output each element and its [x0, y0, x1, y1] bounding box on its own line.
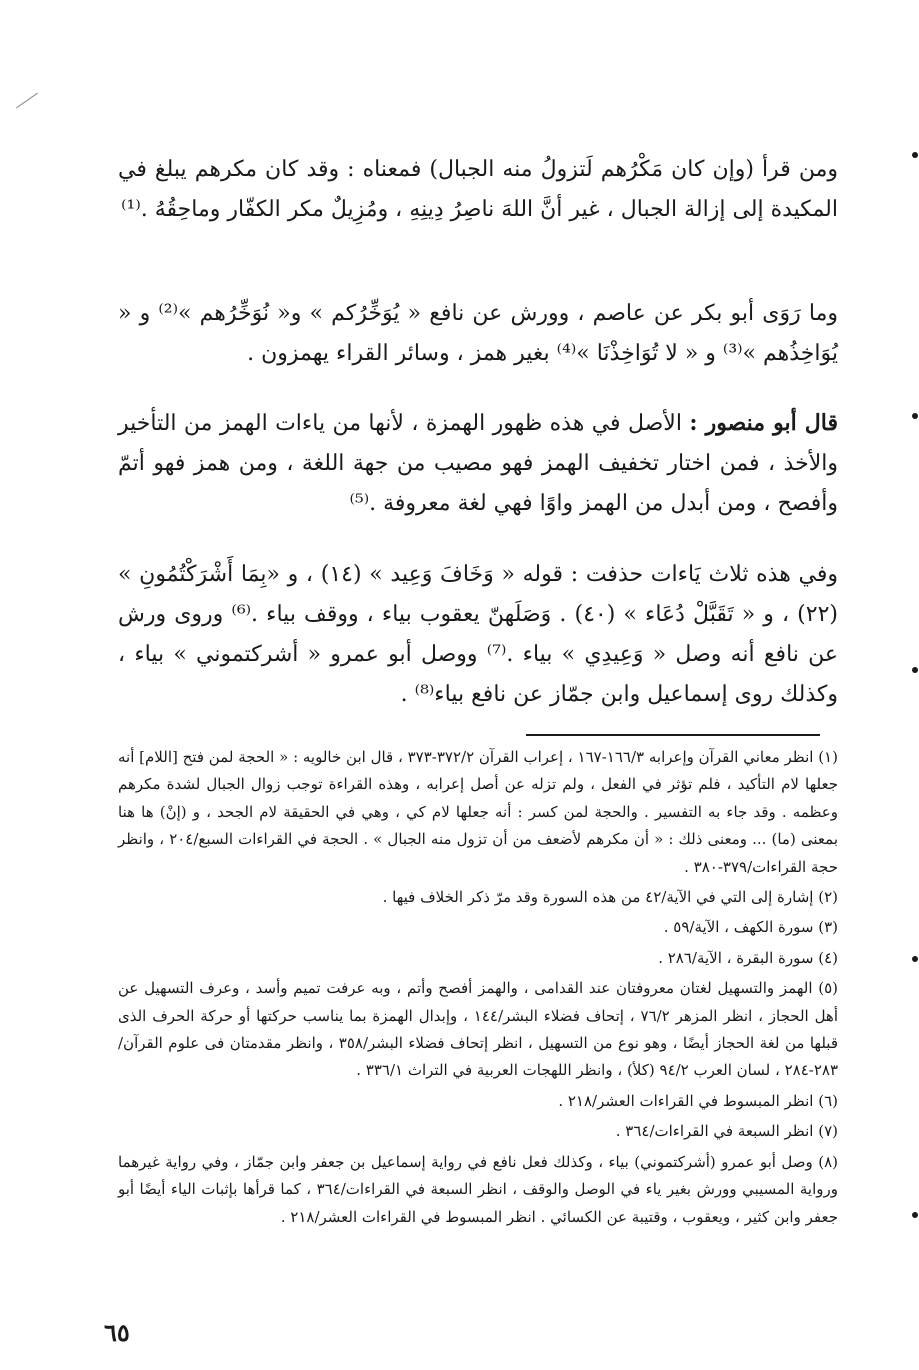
binding-dot	[912, 413, 918, 419]
footnote-3: (٣) سورة الكهف ، الآية/٥٩ .	[663, 918, 838, 937]
footnotes	[118, 744, 838, 1234]
main-paragraph-2: وما رَوَى أبو بكر عن عاصم ، وورش عن نافع « يُوَخِّرُكم » و« نُوَخِّرُهم »⁽²⁾ و « يُوَاخِذُهم »⁽³⁾ و « لا تُوَاخِذْنَا »⁽⁴⁾ بغير همز ، وسائر القراء يهمزون .	[118, 301, 838, 366]
main-paragraph-3-text: الأصل في هذه ظهور الهمزة ، لأنها من ياءات الهمز من التأخير والأخذ ، فمن اختار تخفيف الهمز فهو مصيب من جهة اللغة ، ومن همز فهو أتمّ وأفصح ، ومن أبدل من الهمز واوًا فهي لغة معروفة .⁽⁵⁾	[118, 411, 838, 516]
binding-dot	[912, 667, 918, 673]
binding-dot	[912, 1212, 918, 1218]
page-number: ٦٥	[104, 1318, 130, 1347]
footnote-4: (٤) سورة البقرة ، الآية/٢٨٦ .	[658, 948, 838, 967]
footnote-separator	[526, 734, 820, 736]
margin-mark	[16, 93, 38, 109]
main-paragraph-4: وفي هذه ثلاث يَاءات حذفت : قوله « وَخَافَ وَعِيد » (١٤) ، و «بِمَا أَشْرَكْتُمُونِ » (٢٢) ، و « تَقَبَّلْ دُعَاء » (٤٠) . وَصَلَهنّ يعقوب بياء ، ووقف بياء .⁽⁶⁾ وروى ورش عن نافع أنه وصل « وَعِيدِي » بياء .⁽⁷⁾ ووصل أبو عمرو « أشركتموني » بياء ، وكذلك روى إسماعيل وابن جمّاز عن نافع بياء⁽⁸⁾ .	[118, 562, 839, 707]
footnote-7: (٧) انظر السبعة في القراءات/٣٦٤ .	[615, 1122, 838, 1141]
footnote-6: (٦) انظر المبسوط في القراءات العشر/٢١٨ .	[558, 1091, 838, 1110]
speaker-label: قال أبو منصور :	[689, 410, 838, 436]
footnote-8: (٨) وصل أبو عمرو (أشركتموني) بياء ، وكذلك فعل نافع في رواية إسماعيل بن جعفر وابن جمّاز ، وفي رواية غيرهما ورواية المسيبي وورش بغير ياء في الوصل والوقف ، انظر السبعة في القراءات/٣٦٤ ، كما قرأها بإثبات الياء أيضًا أبو جعفر وابن كثير ، ويعقوب ، وقتيبة عن الكسائي . انظر المبسوط في القراءات العشر/٢١٨ .	[118, 1152, 838, 1226]
footnote-1: (١) انظر معاني القرآن وإعرابه ١٦٦/٣-١٦٧ ، إعراب القرآن ٣٧٢/٢-٣٧٣ ، قال ابن خالويه : « الحجة لمن فتح [اللام] أنه جعلها لام التأكيد ، فلم تؤثر في الفعل ، ولم تزله عن أصل إعرابه ، وهذه القراءة توجب زوال الجبال لشدة مكرهم وعظمه . وقد جاء به التفسير . والحجة لمن كسر : أنه جعلها لام كي ، وهي في الحقيقة لام الجحد ، و (إنْ) ها هنا بمعنى (ما) ... ومعنى ذلك : « أن مكرهم لأضعف من أن تزول منه الجبال » . الحجة في القراءات السبع/٢٠٤ ، وانظر حجة القراءات/٣٧٩-٣٨٠ .	[118, 748, 838, 876]
binding-dot	[912, 152, 918, 158]
binding-dot	[912, 956, 918, 962]
main-paragraph-1: ومن قرأ (وإن كان مَكْرُهم لَتزولُ منه الجبال) فمعناه : وقد كان مكرهم يبلغ في المكيدة إلى إزالة الجبال ، غير أنَّ اللهَ ناصِرُ دِينِهِ ، ومُزِيلٌ مكر الكفّار وماحِقُهُ .⁽¹⁾	[118, 157, 838, 222]
footnote-5: (٥) الهمز والتسهيل لغتان معروفتان عند القدامى ، والهمز أفصح وأتم ، وبه عرفت تميم وأسد ، وعرف التسهيل عن أهل الحجاز ، انظر المزهر ٧٦/٢ ، إتحاف فضلاء البشر/١٤٤ ، وإبدال الهمزة بما يناسب حركتها أو حركة الحرف الذى قبلها من لغة الحجاز أيضًا ، وهو نوع من التسهيل ، انظر إتحاف فضلاء البشر/٣٥٨ ، وانظر مقدمتان فى علوم القرآن/٢٨٣-٢٨٤ ، لسان العرب ٩٤/٢ (كلأ) ، وانظر اللهجات العربية في التراث ٣٣٦/١ .	[118, 979, 839, 1080]
main-paragraph-3	[118, 403, 838, 524]
footnote-2: (٢) إشارة إلى التي في الآية/٤٢ من هذه السورة وقد مرّ ذكر الخلاف فيها .	[382, 888, 838, 907]
